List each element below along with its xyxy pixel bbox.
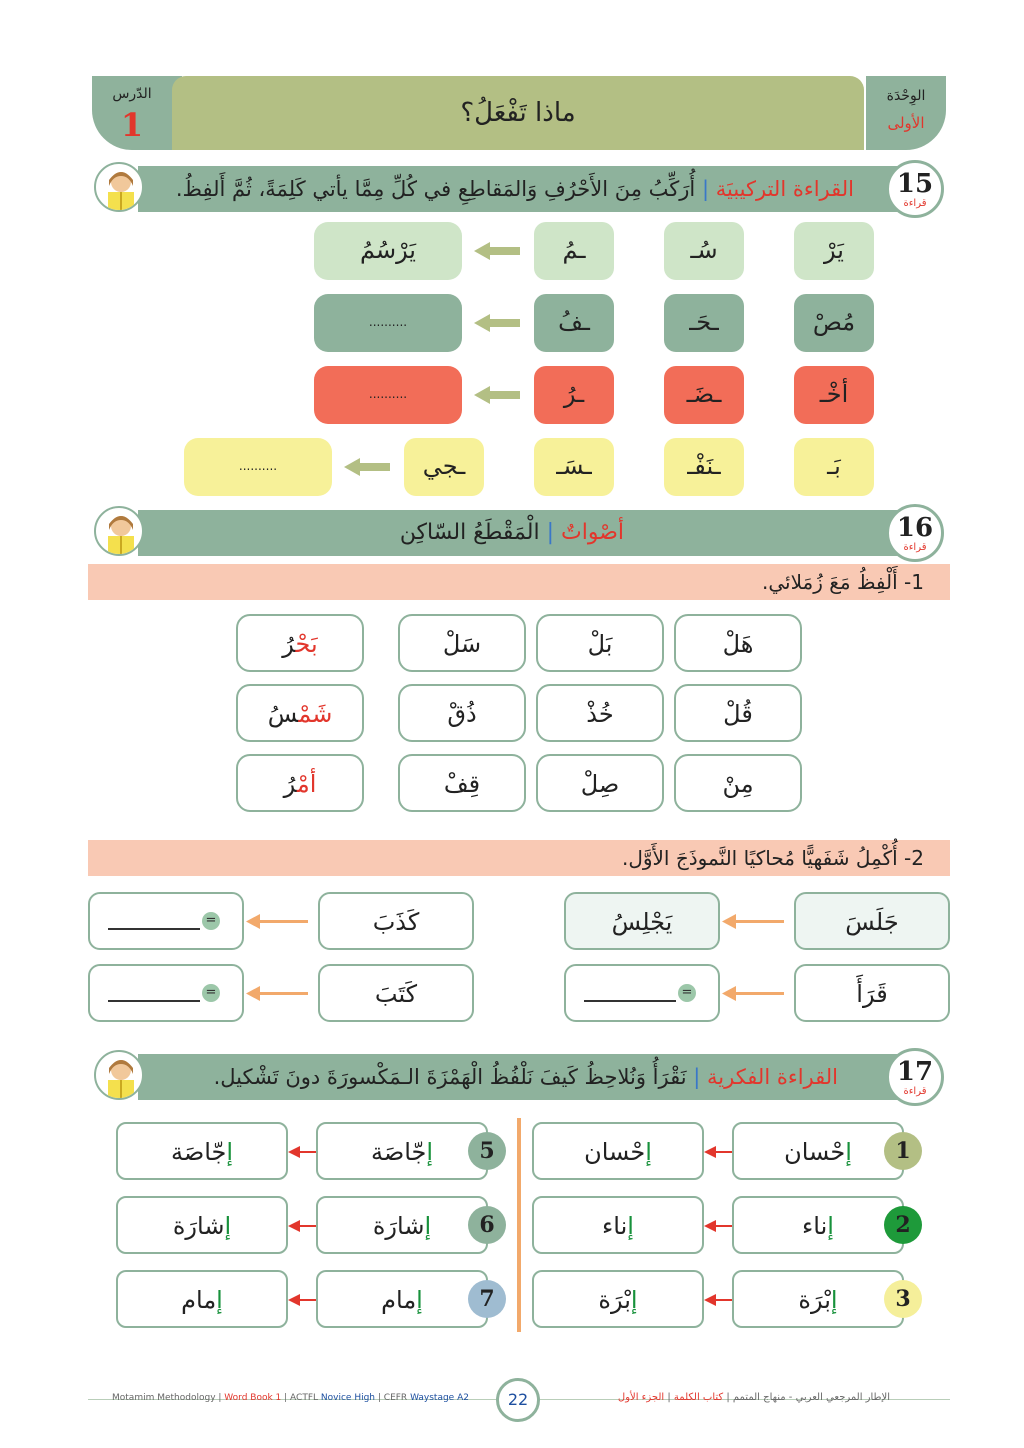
highlight-word-box: [236, 614, 364, 672]
hamza-letter: إ: [216, 1286, 223, 1314]
word-rest: مام: [181, 1286, 217, 1314]
puzzle-piece: ـجي: [404, 438, 484, 496]
word-rest: مام: [381, 1286, 417, 1314]
unit-label: الوِحْدَة: [886, 88, 926, 104]
verb-answer[interactable]: [564, 964, 720, 1022]
word-box: قِفْ: [398, 754, 526, 812]
lesson-number: 1: [120, 106, 144, 144]
hamza-letter: إ: [226, 1138, 234, 1166]
title-banner: [172, 76, 864, 150]
orange-arrow: [730, 992, 784, 995]
exercise-15-bar: [138, 166, 904, 212]
word-rest: حْسان: [784, 1138, 846, 1166]
hamza-letter: إ: [630, 1286, 638, 1314]
word-voweled: [316, 1122, 488, 1180]
ex15-instruction: أُرَكِّبُ مِنَ الأَحْرُفِ وَالمَقاطِعِ في كُلِّ مِمَّا يأتي كَلِمَةً، ثُمَّ أَلفِظُ.: [175, 177, 696, 201]
hamza-letter: إ: [627, 1212, 634, 1240]
verb-source: كَتَبَ: [318, 964, 474, 1022]
word-box: سَلْ: [398, 614, 526, 672]
word-box: بَلْ: [536, 614, 664, 672]
orange-arrow: [254, 920, 308, 923]
hamza-letter: إ: [424, 1212, 432, 1240]
item-number: 1: [884, 1132, 922, 1170]
puzzle-piece: ـمُ: [534, 222, 614, 280]
word-voweled: [732, 1196, 904, 1254]
ex16-instruction: الْمَقْطَعُ السّاكِن: [399, 520, 540, 545]
hamza-letter: إ: [224, 1212, 232, 1240]
result-box[interactable]: ..........: [314, 366, 462, 424]
left-arrow-icon: [474, 314, 520, 332]
puzzle-piece: ـضَـ: [664, 366, 744, 424]
word-box: مِنْ: [674, 754, 802, 812]
page-title: ماذا تَفْعَلُ؟: [460, 98, 576, 128]
highlight-pre: بَ: [311, 630, 318, 658]
unit-tab: [866, 76, 946, 150]
item-number: 5: [468, 1132, 506, 1170]
footer-left: Motamim Methodology | Word Book 1 | ACTFL Novice High | CEFR Waystage A2: [112, 1393, 469, 1403]
puzzle-piece: ـسَـ: [534, 438, 614, 496]
reading-child-icon: [94, 1050, 144, 1100]
hamza-letter: إ: [426, 1138, 434, 1166]
exercise-16-bar: أصْواتٌ | الْمَقْطَعُ السّاكِن: [138, 510, 904, 556]
highlight-word-box: [236, 754, 364, 812]
answer-blank[interactable]: [108, 928, 200, 930]
hamza-letter: إ: [845, 1138, 852, 1166]
word-box: هَلْ: [674, 614, 802, 672]
puzzle-piece: ـنَفْـ: [664, 438, 744, 496]
answer-blank[interactable]: [108, 1000, 200, 1002]
word-rest: جّاصَة: [170, 1138, 227, 1166]
item-number: 2: [884, 1206, 922, 1244]
puzzle-piece: ـفُ: [534, 294, 614, 352]
verb-source: قَرَأَ: [794, 964, 950, 1022]
ex17-section: القراءة الفكرية: [707, 1065, 838, 1089]
word-voweled: [316, 1196, 488, 1254]
result-box[interactable]: ..........: [314, 294, 462, 352]
word-box: ذُقْ: [398, 684, 526, 742]
verb-source: كَذَبَ: [318, 892, 474, 950]
item-number: 3: [884, 1280, 922, 1318]
puzzle-piece: مُصْ: [794, 294, 874, 352]
highlight-mid: حْ: [295, 630, 312, 658]
hamza-letter: إ: [645, 1138, 652, 1166]
word-box: قُلْ: [674, 684, 802, 742]
exercise-17-bar: القراءة الفكرية | نَقْرَأُ وَنُلاحِظُ كَيفَ نَلْفُظُ الْهَمْزَةَ الـمَكْسورَةَ دونَ تَشْكيل.: [138, 1054, 904, 1100]
ex16-part1-instruction: 1- أَلْفِظُ مَعَ زُمَلائي.: [88, 564, 950, 600]
word-voweled: [732, 1122, 904, 1180]
puzzle-piece: ـرُ: [534, 366, 614, 424]
item-number: 7: [468, 1280, 506, 1318]
orange-arrow: [254, 992, 308, 995]
answer-blank[interactable]: [584, 1000, 676, 1002]
exercise-15-number: 15 قراءة: [886, 160, 944, 218]
red-arrow-icon: [704, 1218, 732, 1232]
page-number: 22: [496, 1378, 540, 1422]
ex16-section: أصْواتٌ: [561, 520, 624, 545]
verb-answer[interactable]: [88, 892, 244, 950]
red-arrow-icon: [288, 1218, 316, 1232]
puzzle-piece: بَـ: [794, 438, 874, 496]
column-divider: [517, 1118, 521, 1332]
highlight-mid: أمْ: [296, 770, 317, 798]
puzzle-piece: يَرْ: [794, 222, 874, 280]
equals-icon: =: [202, 912, 220, 930]
exercise-16-number: 16 قراءة: [886, 504, 944, 562]
hamza-letter: إ: [827, 1212, 834, 1240]
ex16-part2-instruction: 2- أُكْمِلُ شَفَهيًّا مُحاكيًا النَّموذَجَ الأَوَّل.: [88, 840, 950, 876]
ex17-instruction: نَقْرَأُ وَنُلاحِظُ كَيفَ نَلْفُظُ الْهَمْزَةَ الـمَكْسورَةَ دونَ تَشْكيل.: [213, 1065, 687, 1089]
hamza-letter: إ: [830, 1286, 838, 1314]
lesson-label: الدّرس: [112, 86, 152, 102]
word-plain: [532, 1122, 704, 1180]
highlight-post: سُ: [267, 700, 299, 728]
word-rest: ناء: [602, 1212, 628, 1240]
left-arrow-icon: [474, 242, 520, 260]
ex15-section: القراءة التركيبيَة: [715, 177, 854, 201]
highlight-post: رُ: [283, 770, 297, 798]
highlight-word-box: [236, 684, 364, 742]
verb-source: جَلَسَ: [794, 892, 950, 950]
word-plain: [116, 1270, 288, 1328]
puzzle-piece: سُـ: [664, 222, 744, 280]
item-number: 6: [468, 1206, 506, 1244]
red-arrow-icon: [704, 1144, 732, 1158]
equals-icon: =: [678, 984, 696, 1002]
reading-child-icon: [94, 162, 144, 212]
word-box: صِلْ: [536, 754, 664, 812]
verb-answer[interactable]: [88, 964, 244, 1022]
red-arrow-icon: [704, 1292, 732, 1306]
puzzle-piece: أخْـ: [794, 366, 874, 424]
word-plain: [116, 1196, 288, 1254]
orange-arrow: [730, 920, 784, 923]
reading-child-icon: [94, 506, 144, 556]
result-box[interactable]: ..........: [184, 438, 332, 496]
word-rest: بْرَة: [798, 1286, 831, 1314]
word-box: خُذْ: [536, 684, 664, 742]
word-rest: جّاصَة: [370, 1138, 427, 1166]
word-rest: شارَة: [172, 1212, 225, 1240]
footer-right: الإطار المرجعي العربي - منهاج المتمم | كتاب الكلمة | الجزء الأول: [617, 1392, 890, 1403]
left-arrow-icon: [474, 386, 520, 404]
word-plain: [532, 1270, 704, 1328]
left-arrow-icon: [344, 458, 390, 476]
word-rest: شارَة: [372, 1212, 425, 1240]
puzzle-piece: ـحَـ: [664, 294, 744, 352]
word-voweled: [732, 1270, 904, 1328]
lesson-tab: [92, 76, 182, 150]
highlight-post: رُ: [282, 630, 296, 658]
verb-answer: يَجْلِسُ: [564, 892, 720, 950]
word-rest: بْرَة: [598, 1286, 631, 1314]
hamza-letter: إ: [416, 1286, 423, 1314]
word-rest: حْسان: [584, 1138, 646, 1166]
word-voweled: [316, 1270, 488, 1328]
red-arrow-icon: [288, 1292, 316, 1306]
unit-name: الأولى: [887, 114, 925, 132]
ex15-sep: |: [701, 177, 710, 201]
word-rest: ناء: [802, 1212, 828, 1240]
red-arrow-icon: [288, 1144, 316, 1158]
equals-icon: =: [202, 984, 220, 1002]
exercise-17-number: 17 قراءة: [886, 1048, 944, 1106]
result-box[interactable]: يَرْسُمُ: [314, 222, 462, 280]
word-plain: [116, 1122, 288, 1180]
highlight-mid: شَمْ: [298, 700, 333, 728]
word-plain: [532, 1196, 704, 1254]
